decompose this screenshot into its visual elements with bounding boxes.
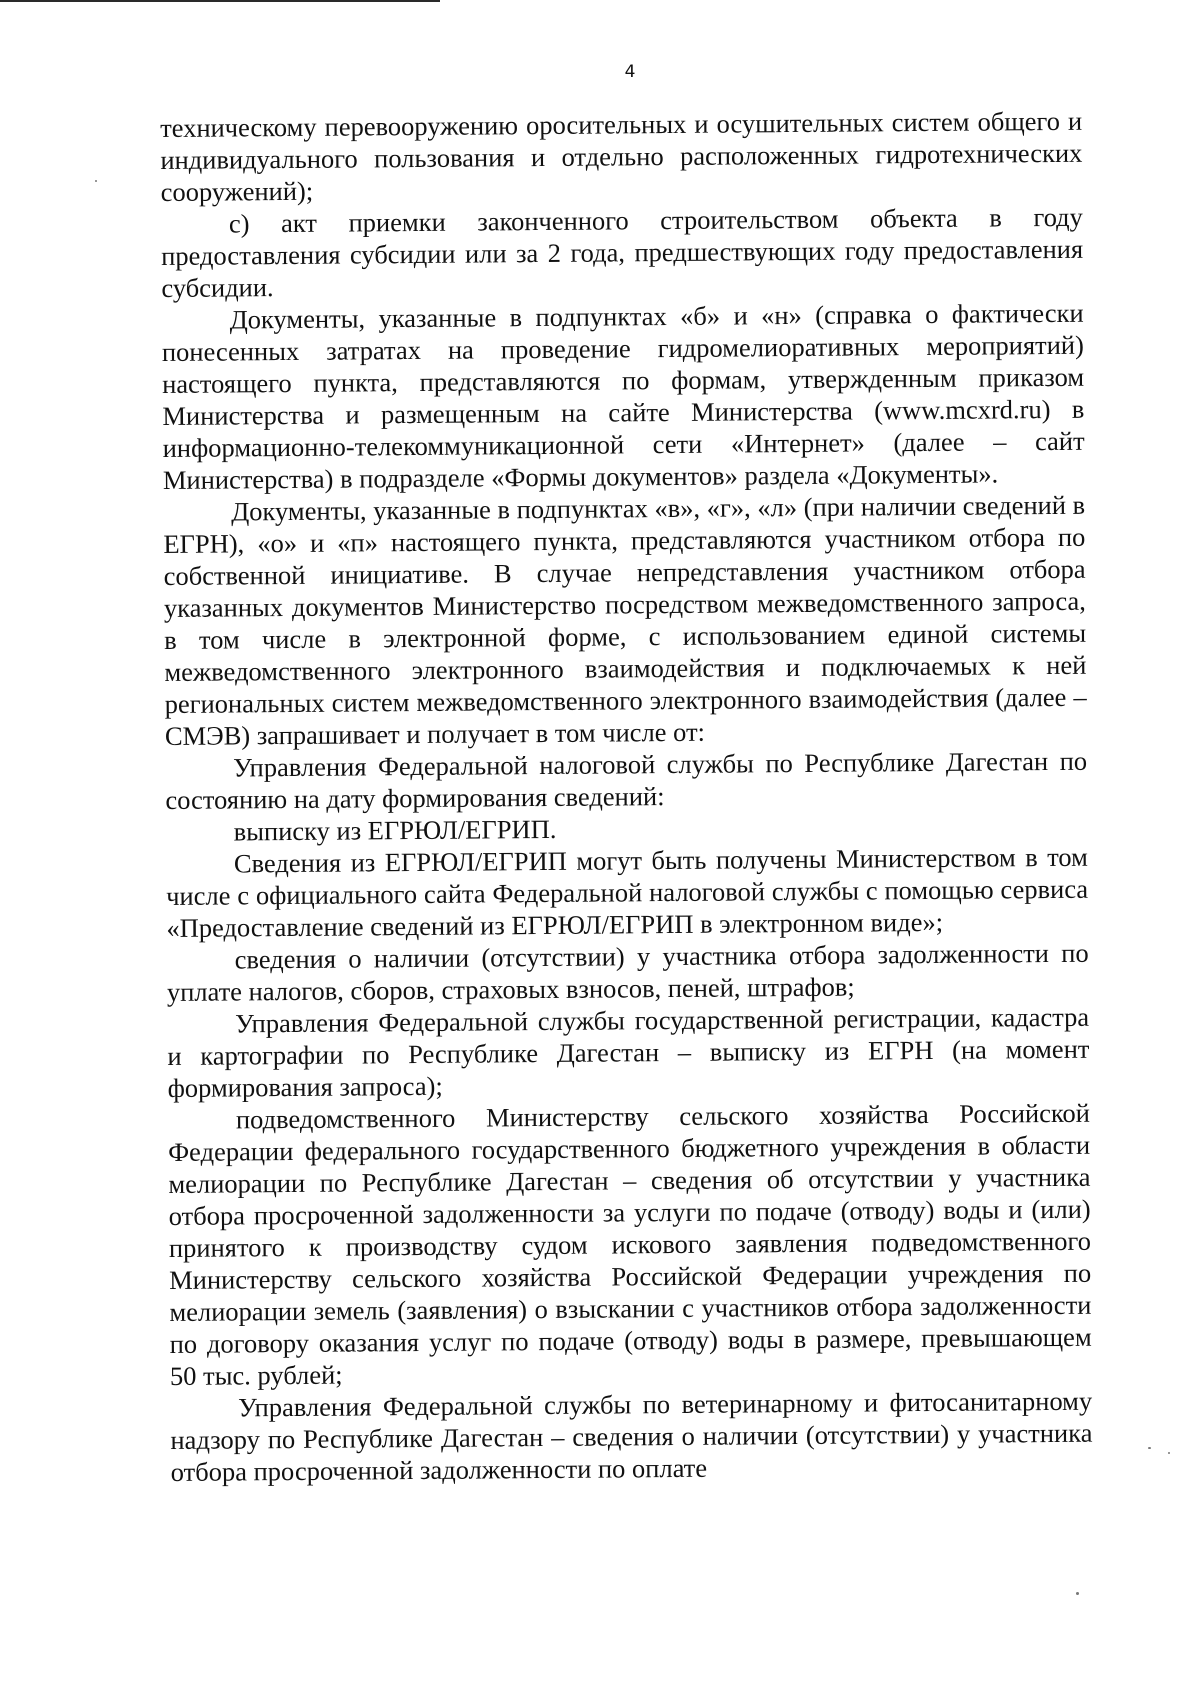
document-body (160, 105, 1093, 1488)
page-number: 4 (624, 62, 636, 82)
paragraph-4: Документы, указанные в подпунктах «в», «г», «л» (при наличии сведений в ЕГРН), «о» и «п» настоящего пункта, представляются участником отбора по собственной инициативе. В случае непредставления участником отбора указанных документов Министерство посредством межведомственного запроса, в том числе в электронной форме, с использованием единой системы межведомственного электронного взаимодействия и подключаемых к ней региональных систем межведомственного электронного взаимодействия (далее – СМЭВ) запрашивает и получает в том числе от: (163, 489, 1087, 751)
paragraph-8: сведения о наличии (отсутствии) у участника отбора задолженности по уплате налогов, сборов, страховых взносов, пеней, штрафов; (166, 937, 1089, 1007)
paragraph-1: техническому перевооружению оросительных и осушительных систем общего и индивидуального пользования и отдельно расположенных гидротехнических сооружений); (160, 105, 1083, 207)
paragraph-7: Сведения из ЕГРЮЛ/ЕГРИП могут быть получены Министерством в том числе с официального сайта Федеральной налоговой службы с помощью сервиса «Предоставление сведений из ЕГРЮЛ/ЕГРИП в электронном виде»; (166, 841, 1089, 943)
paragraph-5: Управления Федеральной налоговой службы по Республике Дагестан по состоянию на дату формирования сведений: (165, 745, 1088, 815)
scan-edge-line (0, 0, 440, 2)
paragraph-6: выписку из ЕГРЮЛ/ЕГРИП. (233, 813, 557, 847)
paragraph-10: подведомственного Министерству сельского хозяйства Российской Федерации федерального государственного бюджетного учреждения в области мелиорации по Республике Дагестан – сведения об отсутствии у участника отбора просроченной задолженности за услуги по подаче (отводу) воды и (или) принятого к производству судом искового заявления подведомственного Министерству сельского хозяйства Российской Федерации учреждения по мелиорации земель (заявления) о взыскании с участников отбора задолженности по договору оказания услуг по подаче (отводу) воды в размере, превышающем 50 тыс. рублей; (168, 1097, 1092, 1391)
paragraph-3: Документы, указанные в подпунктах «б» и «н» (справка о фактически понесенных затратах на проведение гидромелиоративных мероприятий) настоящего пункта, представляются по формам, утвержденным приказом Министерства и размещенным на сайте Министерства (www.mcxrd.ru) в информационно-телекоммуникационной сети «Интернет» (далее – сайт Министерства) в подразделе «Формы документов» раздела «Документы». (161, 297, 1085, 495)
scan-speck (95, 180, 97, 182)
scan-speck (1148, 1447, 1151, 1449)
paragraph-11: Управления Федеральной службы по ветеринарному и фитосанитарному надзору по Республике Дагестан – сведения о наличии (отсутствии) у участника отбора просроченной задолженности по оплате (170, 1385, 1093, 1487)
paragraph-9: Управления Федеральной службы государственной регистрации, кадастра и картографии по Республике Дагестан – выписку из ЕГРН (на момент формирования запроса); (167, 1001, 1090, 1103)
paragraph-2: с) акт приемки законченного строительством объекта в году предоставления субсидии или за 2 года, предшествующих году предоставления субсидии. (161, 201, 1084, 303)
scan-speck (1076, 1592, 1079, 1595)
scan-speck (1168, 1452, 1170, 1454)
